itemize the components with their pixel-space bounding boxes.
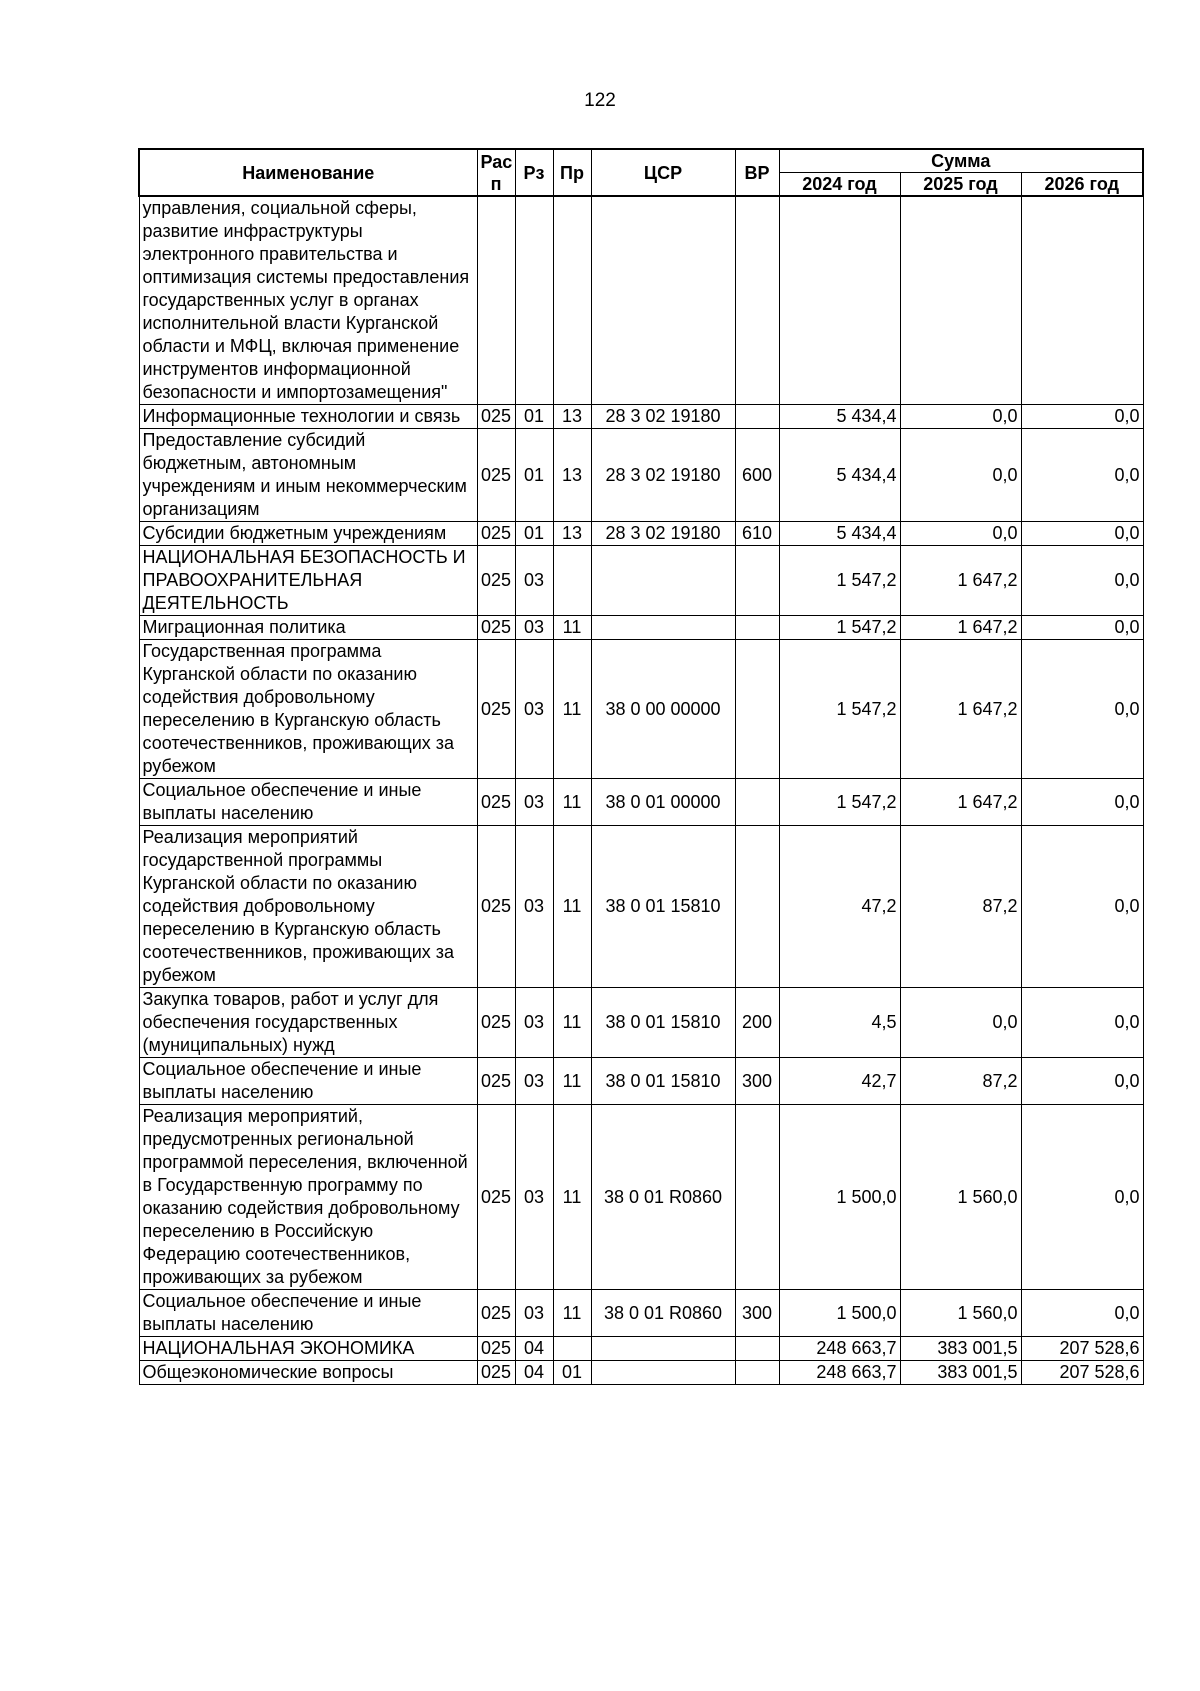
cell-vr — [735, 826, 779, 988]
cell-vr: 610 — [735, 522, 779, 546]
table-body — [139, 196, 1143, 1385]
cell-sum-2024: 5 434,4 — [779, 429, 900, 522]
cell-vr — [735, 196, 779, 405]
header-2024: 2024 год — [779, 173, 900, 197]
cell-vr: 300 — [735, 1290, 779, 1337]
cell-sum-2026: 0,0 — [1021, 522, 1143, 546]
cell-pr: 11 — [553, 1105, 591, 1290]
cell-csr: 38 0 00 00000 — [591, 640, 735, 779]
cell-rasp: 025 — [477, 522, 515, 546]
cell-name: Социальное обеспечение и иные выплаты населению — [139, 779, 477, 826]
table-row — [139, 1290, 1143, 1337]
cell-rasp: 025 — [477, 546, 515, 616]
cell-vr — [735, 1361, 779, 1385]
cell-rasp: 025 — [477, 1361, 515, 1385]
header-rz: Рз — [515, 149, 553, 196]
cell-pr: 11 — [553, 640, 591, 779]
cell-sum-2024: 1 500,0 — [779, 1105, 900, 1290]
cell-pr: 13 — [553, 429, 591, 522]
cell-pr — [553, 546, 591, 616]
cell-rasp: 025 — [477, 1105, 515, 1290]
cell-vr — [735, 405, 779, 429]
cell-sum-2026: 0,0 — [1021, 429, 1143, 522]
cell-rz: 03 — [515, 988, 553, 1058]
cell-pr: 11 — [553, 988, 591, 1058]
cell-sum-2024: 4,5 — [779, 988, 900, 1058]
cell-sum-2026: 207 528,6 — [1021, 1361, 1143, 1385]
cell-csr: 38 0 01 00000 — [591, 779, 735, 826]
cell-sum-2024: 1 547,2 — [779, 546, 900, 616]
cell-sum-2026: 0,0 — [1021, 1290, 1143, 1337]
cell-name: Предоставление субсидий бюджетным, автономным учреждениям и иным некоммерческим организациям — [139, 429, 477, 522]
cell-pr: 13 — [553, 405, 591, 429]
cell-rz: 03 — [515, 640, 553, 779]
cell-name: НАЦИОНАЛЬНАЯ БЕЗОПАСНОСТЬ И ПРАВООХРАНИТЕЛЬНАЯ ДЕЯТЕЛЬНОСТЬ — [139, 546, 477, 616]
cell-csr: 38 0 01 15810 — [591, 1058, 735, 1105]
cell-pr: 11 — [553, 779, 591, 826]
table-row — [139, 1337, 1143, 1361]
table-row — [139, 405, 1143, 429]
cell-name: Информационные технологии и связь — [139, 405, 477, 429]
cell-vr: 200 — [735, 988, 779, 1058]
cell-rz: 01 — [515, 522, 553, 546]
cell-rz: 03 — [515, 826, 553, 988]
cell-sum-2024: 1 547,2 — [779, 640, 900, 779]
table-row — [139, 779, 1143, 826]
header-2026: 2026 год — [1021, 173, 1143, 197]
cell-rz — [515, 196, 553, 405]
cell-csr — [591, 1361, 735, 1385]
budget-table — [138, 148, 1144, 1385]
cell-rz: 01 — [515, 429, 553, 522]
cell-sum-2025: 1 647,2 — [900, 640, 1021, 779]
cell-rz: 03 — [515, 546, 553, 616]
cell-sum-2026: 0,0 — [1021, 826, 1143, 988]
cell-rasp: 025 — [477, 640, 515, 779]
cell-sum-2026: 207 528,6 — [1021, 1337, 1143, 1361]
cell-name: Реализация мероприятий государственной программы Курганской области по оказанию содействия добровольному переселению в Курганскую область соотечественников, проживающих за рубежом — [139, 826, 477, 988]
cell-sum-2024: 248 663,7 — [779, 1361, 900, 1385]
cell-sum-2025: 1 560,0 — [900, 1290, 1021, 1337]
cell-csr: 38 0 01 R0860 — [591, 1290, 735, 1337]
cell-sum-2024: 42,7 — [779, 1058, 900, 1105]
cell-vr — [735, 546, 779, 616]
cell-vr — [735, 779, 779, 826]
cell-sum-2026: 0,0 — [1021, 779, 1143, 826]
cell-vr: 600 — [735, 429, 779, 522]
cell-sum-2025: 1 647,2 — [900, 779, 1021, 826]
table-header — [139, 149, 1143, 196]
table-row — [139, 988, 1143, 1058]
table-row — [139, 616, 1143, 640]
cell-pr — [553, 196, 591, 405]
cell-sum-2025: 0,0 — [900, 988, 1021, 1058]
cell-rz: 03 — [515, 1058, 553, 1105]
cell-pr: 11 — [553, 1290, 591, 1337]
table-row — [139, 1105, 1143, 1290]
cell-rasp — [477, 196, 515, 405]
cell-rz: 03 — [515, 779, 553, 826]
cell-name: Миграционная политика — [139, 616, 477, 640]
cell-pr: 11 — [553, 616, 591, 640]
table-row — [139, 546, 1143, 616]
cell-csr: 38 0 01 15810 — [591, 826, 735, 988]
cell-sum-2025: 383 001,5 — [900, 1361, 1021, 1385]
cell-sum-2025: 1 647,2 — [900, 616, 1021, 640]
cell-sum-2024: 47,2 — [779, 826, 900, 988]
cell-sum-2026: 0,0 — [1021, 988, 1143, 1058]
cell-sum-2025: 0,0 — [900, 429, 1021, 522]
cell-csr: 28 3 02 19180 — [591, 522, 735, 546]
cell-rasp: 025 — [477, 988, 515, 1058]
cell-rasp: 025 — [477, 405, 515, 429]
cell-sum-2025: 0,0 — [900, 522, 1021, 546]
header-vr: ВР — [735, 149, 779, 196]
cell-sum-2024: 1 547,2 — [779, 779, 900, 826]
cell-rz: 01 — [515, 405, 553, 429]
cell-sum-2026: 0,0 — [1021, 616, 1143, 640]
page-number: 122 — [584, 90, 616, 111]
cell-sum-2025: 1 647,2 — [900, 546, 1021, 616]
cell-name: Социальное обеспечение и иные выплаты населению — [139, 1290, 477, 1337]
cell-rz: 03 — [515, 616, 553, 640]
cell-sum-2024: 5 434,4 — [779, 405, 900, 429]
header-name: Наименование — [139, 149, 477, 196]
cell-name: Реализация мероприятий, предусмотренных региональной программой переселения, включенной в Государственную программу по оказанию содействия добровольному переселению в Российскую Федерацию соотечественников, проживающих за рубежом — [139, 1105, 477, 1290]
cell-sum-2024: 1 500,0 — [779, 1290, 900, 1337]
cell-rasp: 025 — [477, 826, 515, 988]
table-row — [139, 429, 1143, 522]
cell-vr: 300 — [735, 1058, 779, 1105]
cell-vr — [735, 640, 779, 779]
cell-name: Государственная программа Курганской области по оказанию содействия добровольному переселению в Курганскую область соотечественников, проживающих за рубежом — [139, 640, 477, 779]
cell-sum-2025: 0,0 — [900, 405, 1021, 429]
cell-name: НАЦИОНАЛЬНАЯ ЭКОНОМИКА — [139, 1337, 477, 1361]
table-row — [139, 522, 1143, 546]
cell-rasp: 025 — [477, 779, 515, 826]
cell-pr — [553, 1337, 591, 1361]
cell-name: Социальное обеспечение и иные выплаты населению — [139, 1058, 477, 1105]
cell-csr — [591, 546, 735, 616]
cell-vr — [735, 616, 779, 640]
header-rasp: Рас п — [477, 149, 515, 196]
cell-rz: 04 — [515, 1337, 553, 1361]
header-csr: ЦСР — [591, 149, 735, 196]
cell-rz: 03 — [515, 1290, 553, 1337]
header-2025: 2025 год — [900, 173, 1021, 197]
cell-rz: 04 — [515, 1361, 553, 1385]
cell-pr: 13 — [553, 522, 591, 546]
cell-pr: 11 — [553, 826, 591, 988]
table-row — [139, 826, 1143, 988]
header-pr: Пр — [553, 149, 591, 196]
table-row — [139, 1058, 1143, 1105]
cell-sum-2025: 87,2 — [900, 826, 1021, 988]
cell-sum-2026: 0,0 — [1021, 405, 1143, 429]
cell-csr: 28 3 02 19180 — [591, 429, 735, 522]
cell-sum-2024: 248 663,7 — [779, 1337, 900, 1361]
cell-pr: 11 — [553, 1058, 591, 1105]
table-row — [139, 196, 1143, 405]
table-row — [139, 640, 1143, 779]
cell-name: Субсидии бюджетным учреждениям — [139, 522, 477, 546]
cell-vr — [735, 1337, 779, 1361]
cell-pr: 01 — [553, 1361, 591, 1385]
cell-sum-2026: 0,0 — [1021, 546, 1143, 616]
cell-rasp: 025 — [477, 429, 515, 522]
cell-csr — [591, 1337, 735, 1361]
cell-sum-2025: 383 001,5 — [900, 1337, 1021, 1361]
cell-csr — [591, 616, 735, 640]
cell-sum-2026: 0,0 — [1021, 1058, 1143, 1105]
cell-csr — [591, 196, 735, 405]
cell-sum-2025 — [900, 196, 1021, 405]
cell-rasp: 025 — [477, 1058, 515, 1105]
cell-sum-2024: 5 434,4 — [779, 522, 900, 546]
cell-vr — [735, 1105, 779, 1290]
cell-rasp: 025 — [477, 1337, 515, 1361]
cell-csr: 38 0 01 15810 — [591, 988, 735, 1058]
cell-name: управления, социальной сферы, развитие инфраструктуры электронного правительства и оптимизация системы предоставления государственных услуг в органах исполнительной власти Курганской области и МФЦ, включая применение инструментов информационной безопасности и импортозамещения" — [139, 196, 477, 405]
cell-rasp: 025 — [477, 616, 515, 640]
cell-sum-2026 — [1021, 196, 1143, 405]
cell-sum-2025: 1 560,0 — [900, 1105, 1021, 1290]
cell-csr: 28 3 02 19180 — [591, 405, 735, 429]
cell-csr: 38 0 01 R0860 — [591, 1105, 735, 1290]
cell-name: Закупка товаров, работ и услуг для обеспечения государственных (муниципальных) нужд — [139, 988, 477, 1058]
cell-sum-2024: 1 547,2 — [779, 616, 900, 640]
cell-sum-2026: 0,0 — [1021, 640, 1143, 779]
cell-sum-2025: 87,2 — [900, 1058, 1021, 1105]
cell-rz: 03 — [515, 1105, 553, 1290]
cell-rasp: 025 — [477, 1290, 515, 1337]
cell-sum-2026: 0,0 — [1021, 1105, 1143, 1290]
cell-sum-2024 — [779, 196, 900, 405]
table-row — [139, 1361, 1143, 1385]
header-sum: Сумма — [779, 149, 1143, 173]
cell-name: Общеэкономические вопросы — [139, 1361, 477, 1385]
